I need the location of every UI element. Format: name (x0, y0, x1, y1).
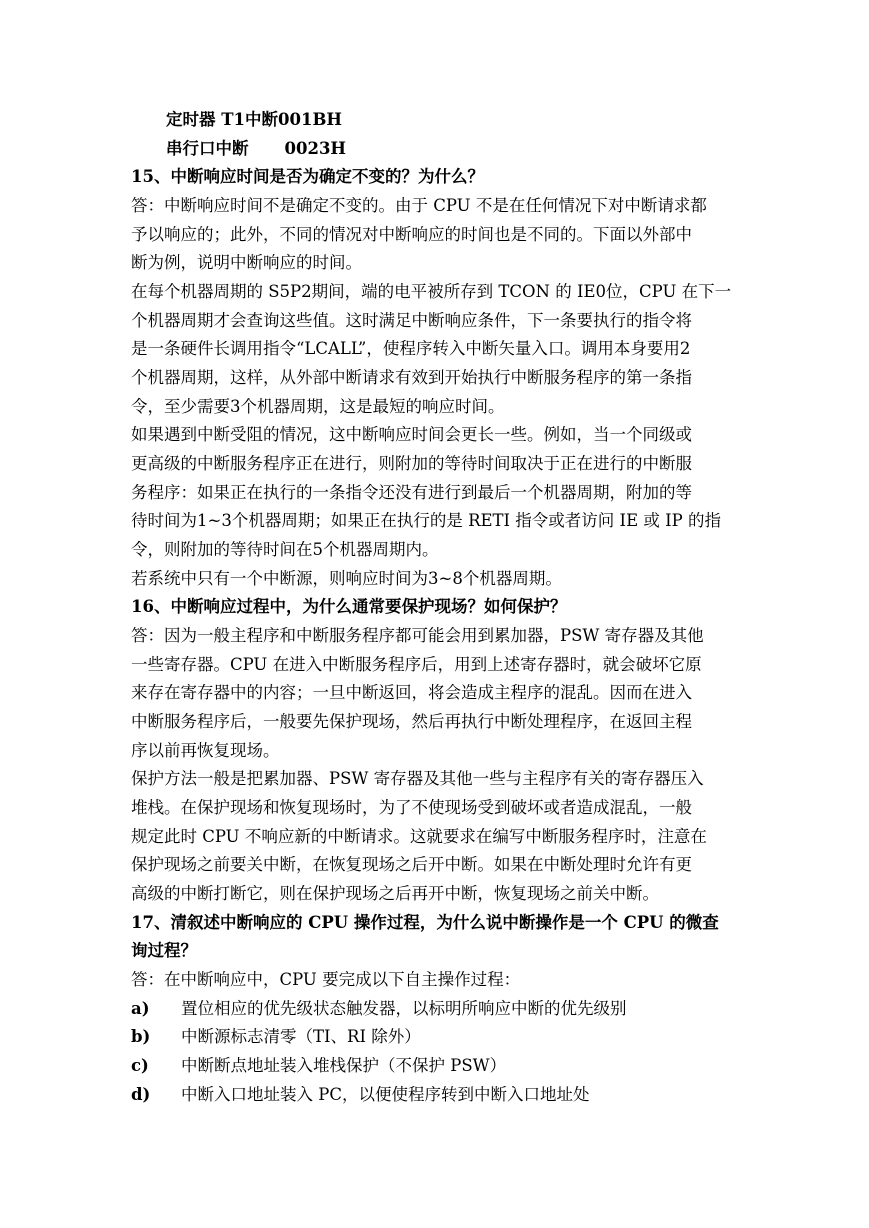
answer-15-line-6: 是一条硬件长调用指令“LCALL”，使程序转入中断矢量入口。调用本身要用2 (131, 339, 691, 358)
list-item (131, 1027, 741, 1047)
answer-15-line-9: 如果遇到中断受阻的情况，这中断响应时间会更长一些。例如，当一个同级或 (131, 425, 692, 444)
list-item-text: 中断断点地址装入堆栈保护（不保护 PSW） (181, 1056, 507, 1075)
question-17-line-1: 17、清叙述中断响应的 CPU 操作过程，为什么说中断操作是一个 CPU 的微查 (131, 913, 719, 932)
timer-t1-line: 定时器 T1中断001BH (166, 110, 342, 129)
answer-16-line-7: 堆栈。在保护现场和恢复现场时，为了不使现场受到破坏或者造成混乱，一般 (131, 798, 692, 817)
list-item-text: 置位相应的优先级状态触发器，以标明所响应中断的优先级别 (181, 999, 627, 1018)
list-item-text: 中断源标志清零（TI、RI 除外） (181, 1027, 421, 1046)
answer-17-intro: 答：在中断响应中，CPU 要完成以下自主操作过程： (131, 970, 521, 989)
list-item-text: 中断入口地址装入 PC，以便使程序转到中断入口地址处 (181, 1085, 590, 1104)
serial-port-vector: 0023H (284, 139, 347, 158)
answer-16-line-2: 一些寄存器。CPU 在进入中断服务程序后，用到上述寄存器时，就会破坏它原 (131, 655, 702, 674)
answer-15-line-12: 待时间为1~3个机器周期；如果正在执行的是 RETI 指令或者访问 IE 或 IP 的指 (131, 511, 721, 530)
answer-15-line-14: 若系统中只有一个中断源，则响应时间为3~8个机器周期。 (131, 569, 562, 588)
question-15: 15、中断响应时间是否为确定不变的？为什么？ (131, 167, 484, 186)
answer-15-line-4: 在每个机器周期的 S5P2期间，端的电平被所存到 TCON 的 IE0位，CPU 在下一 (131, 282, 732, 301)
answer-15-line-3: 断为例，说明中断响应的时间。 (131, 253, 362, 272)
question-16: 16、中断响应过程中，为什么通常要保护现场？如何保护？ (131, 597, 567, 616)
answer-15-line-2: 予以响应的；此外，不同的情况对中断响应的时间也是不同的。下面以外部中 (131, 225, 692, 244)
list-item-letter: d) (131, 1085, 151, 1104)
answer-16-line-4: 中断服务程序后，一般要先保护现场，然后再执行中断处理程序，在返回主程 (131, 712, 692, 731)
question-17-line-2: 询过程？ (131, 941, 197, 960)
answer-16-line-9: 保护现场之前要关中断，在恢复现场之后开中断。如果在中断处理时允许有更 (131, 855, 692, 874)
answer-16-line-3: 来存在寄存器中的内容；一旦中断返回，将会造成主程序的混乱。因而在进入 (131, 683, 692, 702)
list-item (131, 1056, 741, 1076)
list-item (131, 1085, 741, 1105)
answer-16-line-6: 保护方法一般是把累加器、PSW 寄存器及其他一些与主程序有关的寄存器压入 (131, 769, 704, 788)
answer-15-line-1: 答：中断响应时间不是确定不变的。由于 CPU 不是在任何情况下对中断请求都 (131, 196, 707, 215)
answer-15-line-11: 务程序：如果正在执行的一条指令还没有进行到最后一个机器周期，附加的等 (131, 483, 692, 502)
answer-15-line-8: 令，至少需要3个机器周期，这是最短的响应时间。 (131, 397, 505, 416)
list-item (131, 999, 741, 1019)
answer-16-line-8: 规定此时 CPU 不响应新的中断请求。这就要求在编写中断服务程序时，注意在 (131, 827, 707, 846)
answer-15-line-7: 个机器周期，这样，从外部中断请求有效到开始执行中断服务程序的第一条指 (131, 368, 692, 387)
serial-port-line (166, 139, 776, 159)
serial-port-label: 串行口中断 (166, 139, 249, 158)
answer-15-line-10: 更高级的中断服务程序正在进行，则附加的等待时间取决于正在进行的中断服 (131, 454, 692, 473)
answer-15-line-5: 个机器周期才会查询这些值。这时满足中断响应条件，下一条要执行的指令将 (131, 311, 692, 330)
list-item-letter: b) (131, 1027, 151, 1046)
answer-16-line-10: 高级的中断打断它，则在保护现场之后再开中断，恢复现场之前关中断。 (131, 884, 659, 903)
answer-16-line-5: 序以前再恢复现场。 (131, 741, 280, 760)
answer-15-line-13: 令，则附加的等待时间在5个机器周期内。 (131, 540, 439, 559)
answer-16-line-1: 答：因为一般主程序和中断服务程序都可能会用到累加器，PSW 寄存器及其他 (131, 626, 704, 645)
list-item-letter: c) (131, 1056, 149, 1075)
list-item-letter: a) (131, 999, 150, 1018)
